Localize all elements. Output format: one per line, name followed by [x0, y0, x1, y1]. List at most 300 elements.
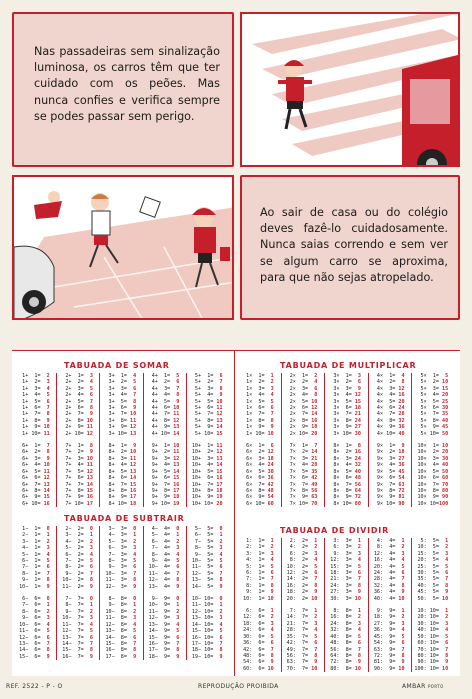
- dividir-result: 5: [308, 563, 318, 570]
- dividir-result: 7: [264, 646, 274, 653]
- dividir-row: 36: 9= 4: [370, 627, 405, 634]
- somar-result: 6: [40, 398, 50, 405]
- subtrair-row: 7− 1= 6: [16, 564, 50, 571]
- somar-result: 13: [213, 417, 223, 424]
- subtrair-result: 7: [83, 640, 93, 647]
- somar-result: 10: [83, 417, 93, 424]
- dividir-result: 10: [351, 595, 361, 602]
- subtrair-result: 7: [83, 570, 93, 577]
- subtrair-result: 7: [126, 570, 137, 577]
- multiplicar-result: 36: [395, 462, 405, 469]
- multiplicar-row: 5× 4= 20: [414, 392, 449, 399]
- somar-row: 8+ 1= 9: [102, 443, 137, 450]
- somar-column: [102, 373, 143, 507]
- subtrair-result: 5: [126, 628, 137, 635]
- subtrair-result: 5: [83, 558, 93, 565]
- dividir-result: 3: [264, 550, 274, 557]
- subtrair-result: 3: [213, 615, 223, 622]
- subtrair-row: 9− 3= 6: [102, 564, 137, 571]
- subtrair-row: 13− 8= 5: [102, 628, 137, 635]
- dividir-row: 54: 9= 6: [370, 640, 405, 647]
- subtrair-result: 5: [170, 558, 180, 565]
- multiplicar-result: 4: [308, 379, 318, 386]
- somar-row: 1+ 10= 11: [16, 430, 50, 437]
- dividir-result: 1: [438, 608, 449, 615]
- subtrair-result: 8: [213, 577, 223, 584]
- subtrair-result: 4: [170, 621, 180, 628]
- multiplicar-row: 6× 7= 42: [240, 481, 274, 488]
- dividir-result: 4: [308, 627, 318, 634]
- dividir-result: 9: [395, 659, 405, 666]
- somar-row: 3+ 6= 9: [102, 405, 137, 412]
- multiplicar-column: [284, 373, 326, 507]
- tables-sheet: [12, 350, 460, 676]
- somar-row: 7+ 7= 14: [59, 481, 93, 488]
- multiplicar-result: 28: [395, 411, 405, 418]
- multiplicar-result: 21: [308, 455, 318, 462]
- subtrair-result: 6: [83, 564, 93, 571]
- dividir-result: 1: [395, 608, 405, 615]
- somar-row: 2+ 4= 6: [59, 392, 93, 399]
- subtrair-row: 12− 9= 3: [145, 615, 180, 622]
- subtrair-row: 5− 1= 4: [16, 551, 50, 558]
- subtrair-row: 13− 7= 6: [59, 634, 93, 641]
- multiplicar-row: 5× 9= 45: [414, 424, 449, 431]
- somar-result: 10: [126, 411, 137, 418]
- subtrair-row: 7− 7= 0: [59, 596, 93, 603]
- subtrair-result: 0: [126, 596, 137, 603]
- subtrair-result: 2: [40, 608, 50, 615]
- multiplicar-row: 1× 7= 7: [240, 411, 274, 418]
- somar-result: 12: [170, 455, 180, 462]
- multiplicar-row: 7× 3= 21: [283, 455, 318, 462]
- subtrair-result: 0: [40, 596, 50, 603]
- multiplicar-row: 1× 2= 2: [240, 379, 274, 386]
- multiplicar-row: 5× 1= 5: [414, 373, 449, 379]
- multiplicar-row: 10× 3= 30: [414, 455, 449, 462]
- somar-row: 2+ 3= 5: [59, 385, 93, 392]
- multiplicar-result: 14: [308, 449, 318, 456]
- multiplicar-row: 1× 1= 1: [240, 373, 274, 379]
- subtrair-result: 6: [83, 634, 93, 641]
- subtrair-row: 4− 1= 3: [16, 545, 50, 552]
- subtrair-row: 9− 9= 0: [145, 596, 180, 603]
- dividir-result: 7: [438, 576, 449, 583]
- multiplicar-row: 9× 10= 90: [370, 500, 405, 507]
- dividir-result: 1: [351, 538, 361, 544]
- multiplicar-result: 10: [438, 443, 449, 450]
- multiplicar-result: 30: [351, 430, 361, 437]
- subtrair-row: 13− 4= 9: [145, 583, 180, 590]
- somar-row: 3+ 5= 8: [102, 398, 137, 405]
- dividir-row: 32: 4= 8: [370, 582, 405, 589]
- multiplicar-result: 36: [395, 424, 405, 431]
- dividir-result: 6: [395, 640, 405, 647]
- subtrair-row: 7− 4= 3: [145, 545, 180, 552]
- dividir-row: 80: 8= 10: [327, 665, 361, 672]
- multiplicar-result: 42: [308, 475, 318, 482]
- somar-result: 4: [83, 379, 93, 386]
- somar-result: 9: [170, 398, 180, 405]
- dividir-row: 25: 5= 5: [414, 563, 449, 570]
- subtrair-row: 11− 2= 9: [59, 583, 93, 590]
- dividir-result: 6: [438, 640, 449, 647]
- subtrair-row: 15− 6= 9: [16, 653, 50, 660]
- somar-row: 5+ 6= 11: [188, 405, 223, 412]
- subtrair-result: 6: [126, 564, 137, 571]
- dividir-result: 4: [395, 627, 405, 634]
- subtrair-result: 3: [170, 615, 180, 622]
- subtrair-row: 11− 8= 3: [102, 615, 137, 622]
- multiplicar-result: 63: [395, 481, 405, 488]
- multiplicar-result: 24: [351, 417, 361, 424]
- dividir-column: [371, 538, 413, 672]
- somar-row: 9+ 5= 14: [145, 468, 180, 475]
- somar-result: 16: [213, 475, 223, 482]
- dividir-result: 1: [264, 538, 274, 544]
- multiplicar-result: 8: [308, 392, 318, 399]
- somar-row: 3+ 2= 5: [102, 379, 137, 386]
- subtrair-result: 3: [83, 545, 93, 552]
- dividir-row: 30: 6= 5: [240, 633, 274, 640]
- subtrair-result: 3: [213, 545, 223, 552]
- subtrair-result: 9: [213, 583, 223, 590]
- dividir-row: 18: 3= 6: [327, 570, 361, 577]
- dividir-row: 8: 2= 4: [283, 557, 318, 564]
- multiplicar-row: 10× 1= 10: [414, 443, 449, 450]
- subtrair-row: 8− 7= 1: [59, 602, 93, 609]
- somar-row: 7+ 6= 13: [59, 475, 93, 482]
- somar-row: 5+ 1= 6: [188, 373, 223, 379]
- dividir-row: 27: 9= 3: [370, 620, 405, 627]
- subtrair-result: 7: [126, 640, 137, 647]
- multiplicar-result: 8: [351, 443, 361, 450]
- dividir-row: 2: 2= 1: [283, 538, 318, 544]
- multiplicar-row: 4× 3= 12: [370, 385, 405, 392]
- multiplicar-result: 49: [308, 481, 318, 488]
- multiplicar-result: 16: [395, 392, 405, 399]
- dividir-column: [240, 538, 282, 672]
- multiplicar-row: 6× 5= 30: [240, 468, 274, 475]
- subtrair-row: 10− 5= 5: [188, 558, 223, 565]
- subtrair-result: 1: [170, 532, 180, 539]
- dividir-result: 2: [395, 614, 405, 621]
- multiplicar-result: 10: [438, 379, 449, 386]
- somar-row: 7+ 2= 9: [59, 449, 93, 456]
- somar-result: 7: [126, 392, 137, 399]
- multiplicar-row: 8× 10= 80: [327, 500, 361, 507]
- somar-row: 2+ 5= 7: [59, 398, 93, 405]
- multiplicar-row: 4× 2= 8: [370, 379, 405, 386]
- somar-row: 6+ 7= 13: [16, 481, 50, 488]
- somar-row: 8+ 3= 11: [102, 455, 137, 462]
- somar-row: 2+ 9= 11: [59, 424, 93, 431]
- multiplicar-row: 2× 1= 2: [283, 373, 318, 379]
- somar-row: 1+ 3= 4: [16, 385, 50, 392]
- multiplicar-result: 10: [264, 430, 274, 437]
- subtrair-row: 3− 2= 1: [59, 532, 93, 539]
- subtrair-row: 9− 5= 4: [188, 551, 223, 558]
- dividir-row: 14: 2= 7: [283, 576, 318, 583]
- dividir-row: 4: 2= 2: [283, 544, 318, 551]
- dividir-row: 48: 6= 8: [240, 652, 274, 659]
- subtrair-result: 7: [170, 640, 180, 647]
- subtrair-result: 4: [170, 551, 180, 558]
- dividir-result: 8: [395, 652, 405, 659]
- somar-result: 8: [83, 405, 93, 412]
- dividir-result: 6: [395, 570, 405, 577]
- multiplicar-row: 9× 1= 9: [370, 443, 405, 450]
- dividir-result: 8: [351, 652, 361, 659]
- somar-row: 2+ 8= 10: [59, 417, 93, 424]
- somar-row: 6+ 6= 12: [16, 475, 50, 482]
- dividir-result: 5: [438, 633, 449, 640]
- multiplicar-row: 2× 9= 18: [283, 424, 318, 431]
- somar-row: 5+ 2= 7: [188, 379, 223, 386]
- subtrair-result: 6: [170, 634, 180, 641]
- somar-result: 19: [170, 500, 180, 507]
- somar-row: 5+ 9= 14: [188, 424, 223, 431]
- somar-row: 3+ 7= 10: [102, 411, 137, 418]
- multiplicar-result: 90: [438, 494, 449, 501]
- multiplicar-row: 1× 8= 8: [240, 417, 274, 424]
- somar-row: 1+ 5= 6: [16, 398, 50, 405]
- multiplicar-row: 5× 2= 10: [414, 379, 449, 386]
- somar-result: 10: [170, 443, 180, 450]
- subtrair-row: 14− 5= 9: [188, 583, 223, 590]
- dividir-result: 4: [308, 557, 318, 564]
- somar-result: 16: [40, 500, 50, 507]
- subtrair-row: 7− 6= 1: [16, 602, 50, 609]
- dividir-result: 4: [438, 557, 449, 564]
- multiplicar-result: 7: [308, 443, 318, 450]
- subtrair-result: 4: [83, 551, 93, 558]
- dividir-row: 32: 8= 4: [327, 627, 361, 634]
- subtrair-result: 1: [40, 532, 50, 539]
- somar-row: 4+ 1= 5: [145, 373, 180, 379]
- somar-result: 16: [83, 494, 93, 501]
- dividir-result: 3: [308, 620, 318, 627]
- dividir-row: 16: 4= 4: [370, 557, 405, 564]
- somar-row: 4+ 5= 9: [145, 398, 180, 405]
- multiplicar-result: 12: [264, 449, 274, 456]
- multiplicar-result: 21: [351, 411, 361, 418]
- dividir-result: 7: [438, 646, 449, 653]
- dividir-row: 18: 2= 9: [283, 589, 318, 596]
- subtrair-row: 16− 8= 8: [102, 647, 137, 654]
- dividir-result: 2: [308, 614, 318, 621]
- dividir-row: 42: 7= 6: [283, 640, 318, 647]
- somar-result: 15: [126, 481, 137, 488]
- dividir-result: 10: [395, 595, 405, 602]
- dividir-row: 24: 3= 8: [327, 582, 361, 589]
- somar-result: 17: [170, 487, 180, 494]
- dividir-row: 28: 4= 7: [370, 576, 405, 583]
- subtrair-row: 18− 10= 8: [188, 647, 223, 654]
- dividir-row: 21: 7= 3: [283, 620, 318, 627]
- subtrair-result: 9: [126, 653, 137, 660]
- grid-somar: [16, 373, 230, 507]
- somar-result: 8: [213, 385, 223, 392]
- somar-row: 7+ 3= 10: [59, 455, 93, 462]
- illustration-children-running: [12, 175, 234, 320]
- multiplicar-result: 56: [308, 487, 318, 494]
- multiplicar-result: 18: [264, 455, 274, 462]
- somar-result: 4: [126, 373, 137, 379]
- multiplicar-row: 10× 9= 90: [414, 494, 449, 501]
- multiplicar-result: 54: [395, 475, 405, 482]
- dividir-row: 40: 4= 10: [370, 595, 405, 602]
- somar-result: 11: [170, 449, 180, 456]
- multiplicar-result: 6: [264, 443, 274, 450]
- dividir-row: 30: 5= 6: [414, 570, 449, 577]
- multiplicar-result: 2: [264, 379, 274, 386]
- multiplicar-row: 2× 8= 16: [283, 417, 318, 424]
- subtrair-result: 4: [83, 621, 93, 628]
- somar-row: 10+ 8= 18: [188, 487, 223, 494]
- subtrair-result: 1: [83, 532, 93, 539]
- subtrair-row: 6− 3= 3: [102, 545, 137, 552]
- subtrair-row: 7− 5= 2: [188, 538, 223, 545]
- multiplicar-result: 20: [438, 449, 449, 456]
- subtrair-row: 5− 5= 0: [188, 526, 223, 532]
- somar-result: 12: [170, 417, 180, 424]
- subtrair-row: 6− 6= 0: [16, 596, 50, 603]
- somar-result: 7: [83, 398, 93, 405]
- dividir-result: 4: [395, 557, 405, 564]
- multiplicar-result: 40: [395, 430, 405, 437]
- dividir-row: 10: 5= 2: [414, 544, 449, 551]
- subtrair-row: 4− 3= 1: [102, 532, 137, 539]
- multiplicar-result: 63: [308, 494, 318, 501]
- dividir-result: 8: [308, 582, 318, 589]
- somar-result: 5: [170, 373, 180, 379]
- dividir-row: 9: 3= 3: [327, 550, 361, 557]
- multiplicar-result: 60: [264, 500, 274, 507]
- multiplicar-result: 28: [308, 462, 318, 469]
- subtrair-row: 12− 4= 8: [145, 577, 180, 584]
- dividir-result: 5: [264, 633, 274, 640]
- somar-row: 2+ 7= 9: [59, 411, 93, 418]
- dividir-row: 12: 2= 6: [283, 570, 318, 577]
- dividir-result: 3: [351, 550, 361, 557]
- multiplicar-row: 2× 6= 12: [283, 405, 318, 412]
- subtrair-row: 11− 4= 7: [145, 570, 180, 577]
- somar-result: 13: [83, 475, 93, 482]
- dividir-row: 63: 7= 9: [283, 659, 318, 666]
- somar-result: 9: [213, 392, 223, 399]
- dividir-result: 3: [438, 550, 449, 557]
- somar-result: 14: [213, 424, 223, 431]
- subtrair-row: 7− 3= 4: [102, 551, 137, 558]
- dividir-result: 10: [438, 595, 449, 602]
- somar-result: 5: [40, 392, 50, 399]
- dividir-row: 6: 1= 6: [240, 570, 274, 577]
- somar-row: 1+ 9= 10: [16, 424, 50, 431]
- somar-row: 5+ 3= 8: [188, 385, 223, 392]
- dividir-row: 70: 7= 10: [283, 665, 318, 672]
- subtrair-row: 6− 2= 4: [59, 551, 93, 558]
- subtrair-row: 2− 1= 1: [16, 532, 50, 539]
- somar-result: 8: [40, 449, 50, 456]
- dividir-row: 50: 10= 5: [414, 633, 449, 640]
- somar-row: 9+ 6= 15: [145, 475, 180, 482]
- multiplicar-row: 1× 10= 10: [240, 430, 274, 437]
- somar-result: 15: [213, 430, 223, 437]
- dividir-row: 40: 8= 5: [327, 633, 361, 640]
- somar-column: [59, 373, 100, 507]
- grid-subtrair: [16, 526, 230, 660]
- somar-result: 6: [213, 373, 223, 379]
- multiplicar-column: [371, 373, 413, 507]
- multiplicar-row: 3× 9= 27: [327, 424, 361, 431]
- dividir-row: 80: 10= 8: [414, 652, 449, 659]
- subtrair-result: 9: [40, 583, 50, 590]
- dividir-row: 6: 3= 2: [327, 544, 361, 551]
- subtrair-result: 8: [40, 647, 50, 654]
- dividir-result: 6: [264, 640, 274, 647]
- subtrair-row: 10− 1= 9: [16, 583, 50, 590]
- multiplicar-row: 8× 2= 16: [327, 449, 361, 456]
- somar-row: 6+ 9= 15: [16, 494, 50, 501]
- multiplicar-result: 12: [308, 405, 318, 412]
- dividir-result: 8: [395, 582, 405, 589]
- multiplicar-result: 7: [264, 411, 274, 418]
- multiplicar-result: 12: [351, 392, 361, 399]
- somar-result: 6: [170, 379, 180, 386]
- multiplicar-row: 7× 2= 14: [283, 449, 318, 456]
- dividir-row: 16: 8= 2: [327, 614, 361, 621]
- subtrair-row: 7− 2= 5: [59, 558, 93, 565]
- somar-result: 20: [213, 500, 223, 507]
- dividir-row: 15: 3= 5: [327, 563, 361, 570]
- somar-result: 5: [83, 385, 93, 392]
- multiplicar-row: 3× 7= 21: [327, 411, 361, 418]
- dividir-row: 20: 10= 2: [414, 614, 449, 621]
- crosswalk-text: Nas passadeiras sem sinalização luminosa, os carros têm que ter cuidado com os peões. Mas nunca confies e verifica sempre se podes passar sem perigo.: [34, 45, 220, 123]
- multiplicar-result: 72: [351, 494, 361, 501]
- dividir-row: 4: 1= 4: [240, 557, 274, 564]
- subtrair-result: 8: [170, 647, 180, 654]
- dividir-row: 48: 8= 6: [327, 640, 361, 647]
- dividir-row: 10: 10= 1: [414, 608, 449, 615]
- somar-row: 9+ 1= 10: [145, 443, 180, 450]
- somar-row: 7+ 1= 8: [59, 443, 93, 450]
- crosswalk-illustration: [242, 14, 460, 167]
- dividir-result: 9: [264, 589, 274, 596]
- multiplicar-row: 1× 5= 5: [240, 398, 274, 405]
- subtrair-row: 13− 10= 3: [188, 615, 223, 622]
- subtrair-result: 4: [213, 621, 223, 628]
- dividir-result: 8: [438, 582, 449, 589]
- dividir-row: 7: 7= 1: [283, 608, 318, 615]
- somar-row: 10+ 4= 14: [188, 462, 223, 469]
- multiplicar-result: 15: [351, 398, 361, 405]
- dividir-result: 10: [308, 665, 318, 672]
- somar-row: 9+ 7= 16: [145, 481, 180, 488]
- dividir-row: 24: 4= 6: [370, 570, 405, 577]
- somar-row: 1+ 1= 2: [16, 373, 50, 379]
- subtrair-row: 15− 8= 7: [102, 640, 137, 647]
- subtrair-result: 0: [126, 526, 137, 532]
- dividir-result: 9: [308, 659, 318, 666]
- multiplicar-row: 10× 2= 20: [414, 449, 449, 456]
- multiplicar-row: 2× 3= 6: [283, 385, 318, 392]
- somar-row: 6+ 3= 9: [16, 455, 50, 462]
- multiplicar-result: 12: [395, 385, 405, 392]
- dividir-row: 36: 6= 6: [240, 640, 274, 647]
- multiplicar-row: 9× 2= 18: [370, 449, 405, 456]
